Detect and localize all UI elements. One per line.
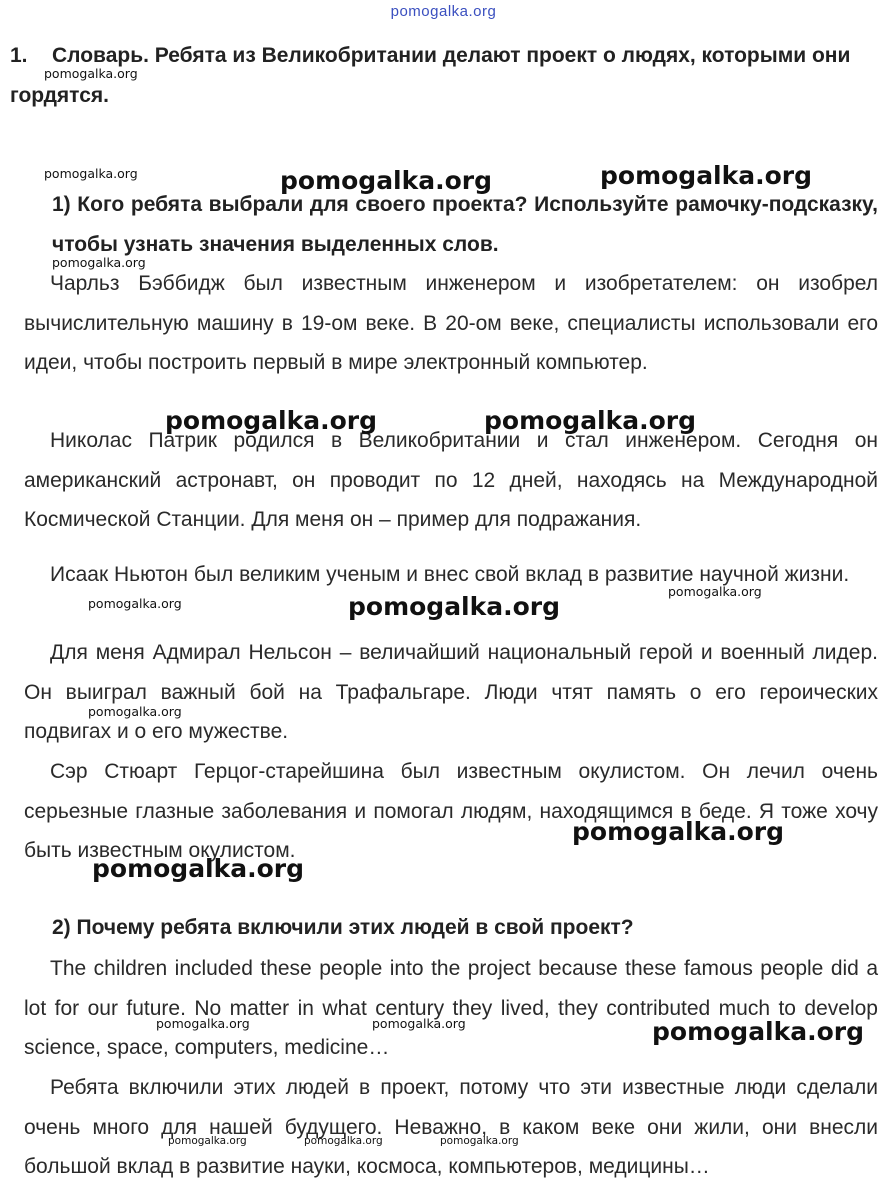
paragraph-newton: Исаак Ньютон был великим ученым и внес свой вклад в развитие научной жизни.	[50, 563, 850, 586]
watermark: pomogalka.org	[52, 255, 146, 270]
paragraph-nelson: Для меня Адмирал Нельсон – величайший национальный герой и военный лидер. Он выиграл важный бой на Трафальгаре. Люди чтят память о его героических подвигах и о его мужестве.	[24, 641, 878, 743]
watermark: pomogalka.org	[88, 596, 182, 611]
watermark: pomogalka.org	[668, 584, 762, 599]
watermark: pomogalka.org	[372, 1016, 466, 1031]
question-2-label: 2) Почему ребята включили этих людей в свой проект?	[52, 916, 634, 939]
watermark: pomogalka.org	[156, 1016, 250, 1031]
paragraph-hertzog: Сэр Стюарт Герцог-старейшина был известным окулистом. Он лечил очень серьезные глазные заболевания и помогал людям, находящимся в беде. Я тоже хочу быть известным окулистом.	[24, 760, 878, 862]
question-1-label: 1) Кого ребята выбрали для своего проекта? Используйте рамочку-подсказку, чтобы узнать значения выделенных слов.	[52, 193, 878, 256]
watermark: pomogalka.org	[484, 406, 697, 435]
watermark: pomogalka.org	[44, 166, 138, 181]
watermark: pomogalka.org	[348, 592, 561, 621]
paragraph-patrick: Николас Патрик родился в Великобритании и стал инженером. Сегодня он американский астронавт, он проводит по 12 дней, находясь на Международной Космической Станции. Для меня он – пример для подражания.	[24, 429, 878, 531]
watermark: pomogalka.org	[572, 817, 785, 846]
watermark: pomogalka.org	[600, 161, 813, 190]
exercise-number: 1.	[10, 44, 28, 67]
watermark: pomogalka.org	[304, 1135, 383, 1147]
paragraph-russian-answer: Ребята включили этих людей в проект, потому что эти известные люди сделали очень много для нашей будущего. Неважно, в каком веке они жили, они внесли большой вклад в развитие науки, космоса, компьютеров, медицины…	[24, 1076, 878, 1178]
watermark: pomogalka.org	[92, 854, 305, 883]
watermark: pomogalka.org	[88, 704, 182, 719]
watermark: pomogalka.org	[440, 1135, 519, 1147]
watermark: pomogalka.org	[280, 166, 493, 195]
watermark: pomogalka.org	[165, 406, 378, 435]
paragraph-english-answer: The children included these people into the project because these famous people did a lot for our future. No matter in what century they lived, they contributed much to develop science, space, computers, medicine…	[24, 957, 878, 1059]
watermark: pomogalka.org	[44, 66, 138, 81]
watermark: pomogalka.org	[168, 1135, 247, 1147]
exercise-title: Словарь. Ребята из Великобритании делают проект о людях, которыми они гордятся.	[10, 44, 851, 107]
exercise-heading	[10, 36, 878, 116]
site-watermark-top: pomogalka.org	[390, 3, 497, 20]
watermark: pomogalka.org	[652, 1017, 865, 1046]
paragraph-babbage: Чарльз Бэббидж был известным инженером и изобретателем: он изобрел вычислительную машину в 19-ом веке. В 20-ом веке, специалисты использовали его идеи, чтобы построить первый в мире электронный компьютер.	[24, 272, 878, 374]
